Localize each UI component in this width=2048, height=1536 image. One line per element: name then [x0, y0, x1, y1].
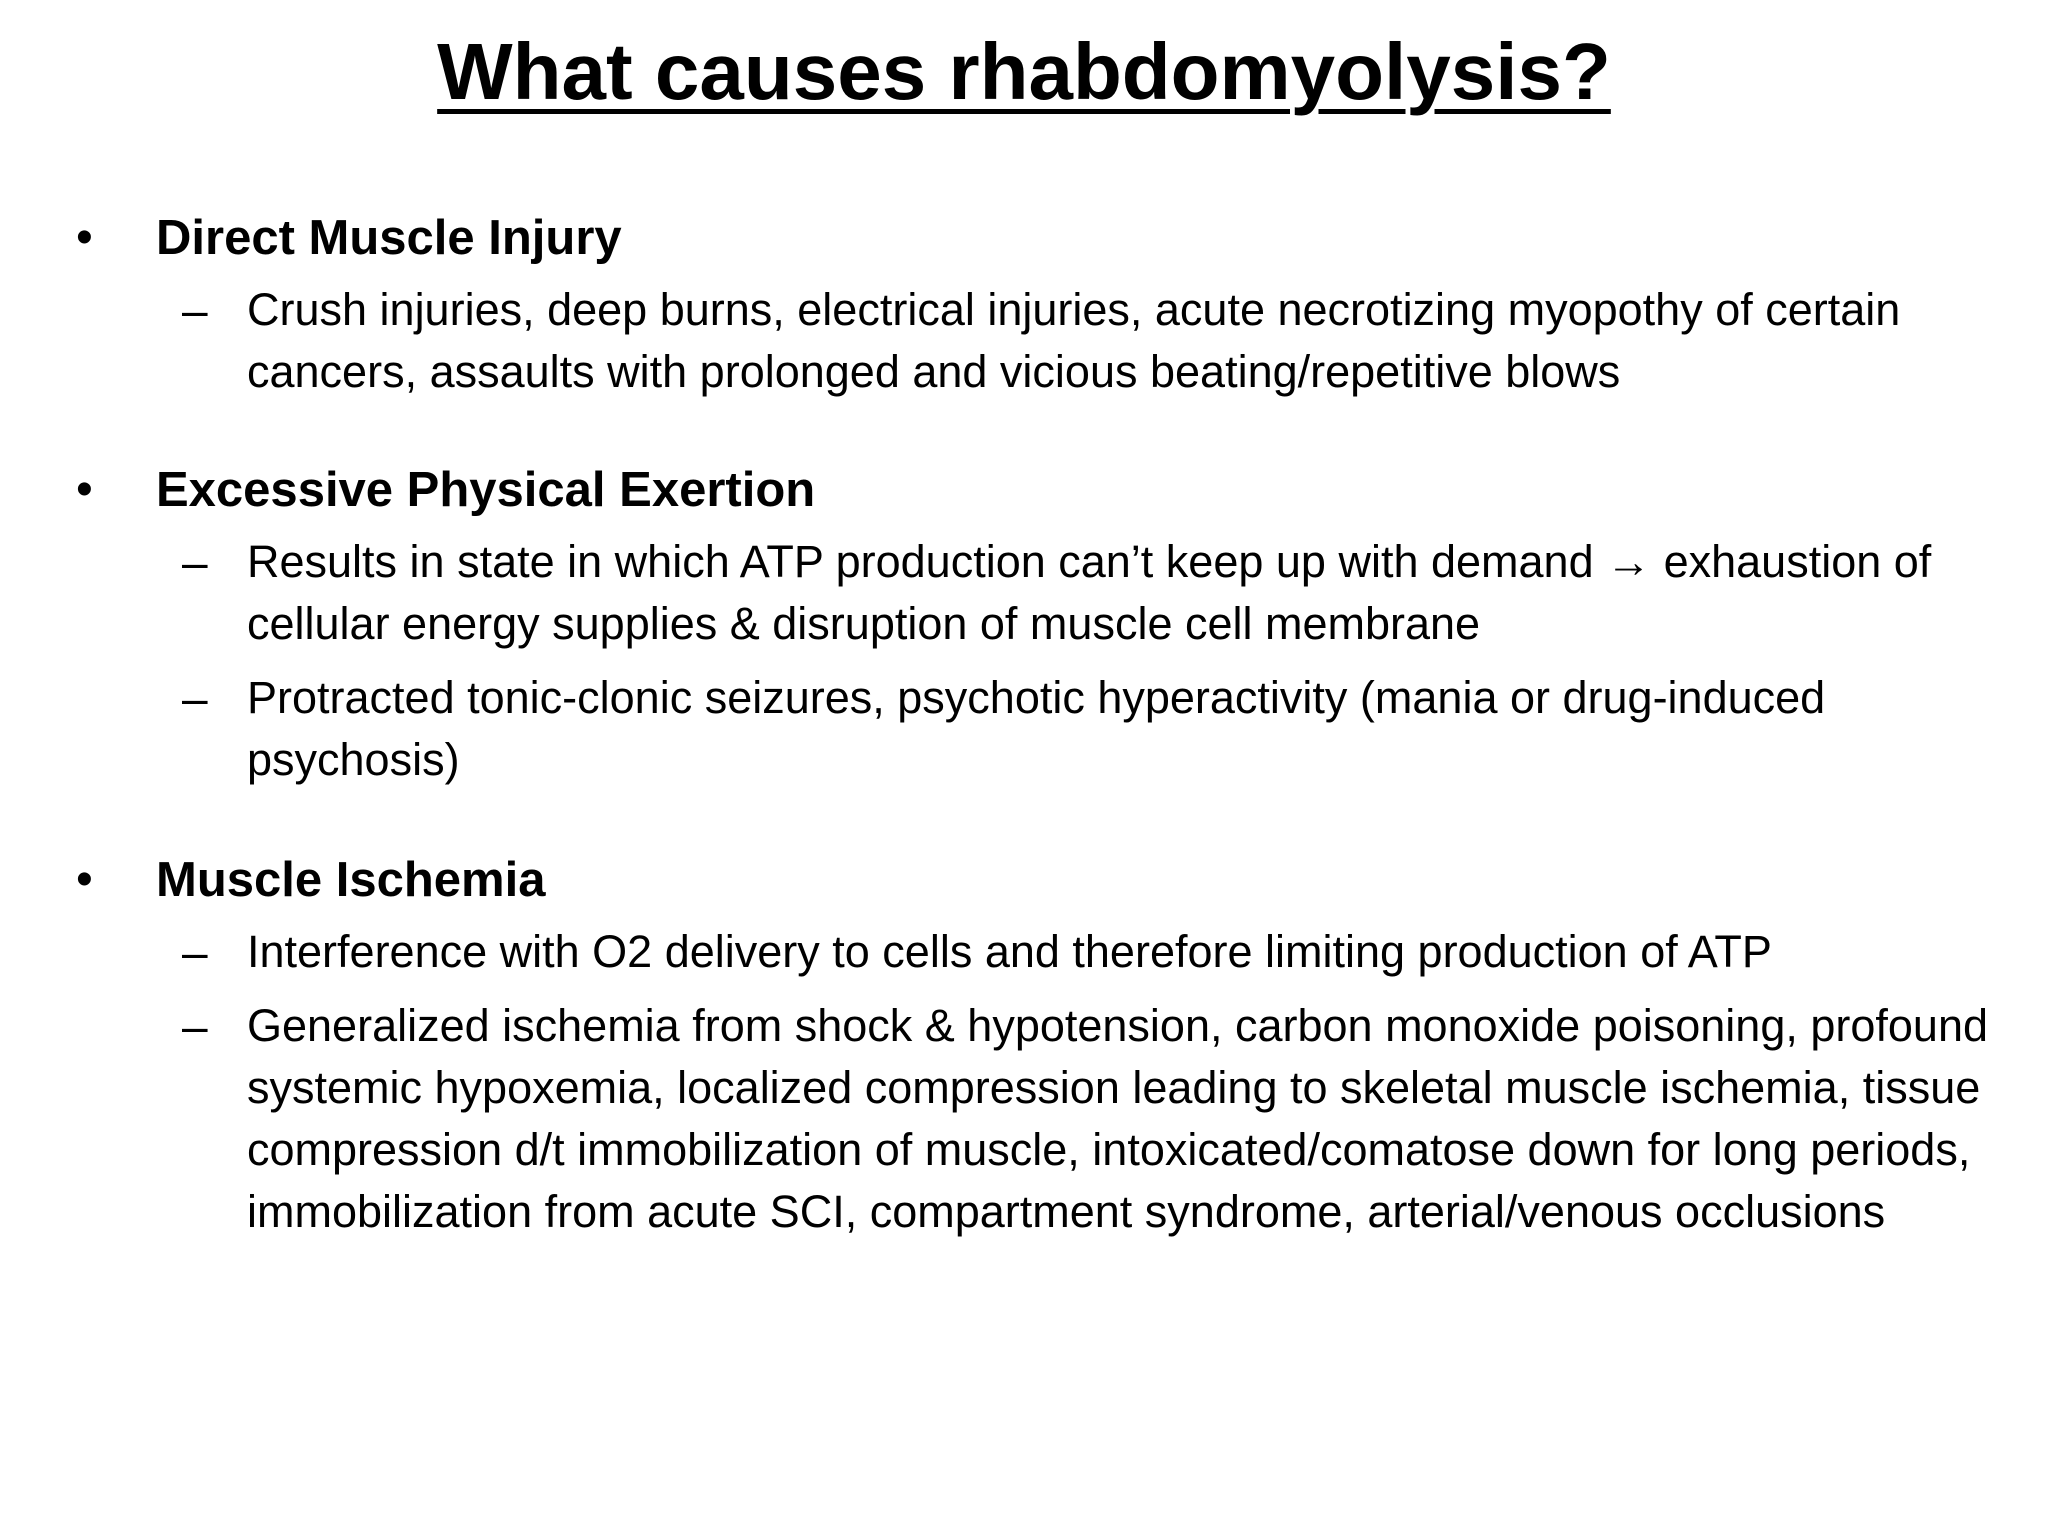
section-heading: Direct Muscle Injury: [156, 211, 622, 265]
section-heading: Excessive Physical Exertion: [156, 463, 816, 517]
bullet-row: [0, 845, 2048, 915]
sub-item-text: Generalized ischemia from shock & hypotension, carbon monoxide poisoning, profound systemic hypoxemia, localized compression leading to skeletal muscle ischemia, tissue compression d/t immobilization of muscle, intoxicated/comatose down for long periods, immobilization from acute SCI, compartment syndrome, arterial/venous occlusions: [247, 1000, 1989, 1237]
section-muscle-ischemia: [0, 845, 2048, 1243]
sub-item: [0, 531, 2048, 655]
sub-item: [0, 921, 2048, 983]
dash-icon: –: [182, 536, 208, 588]
dash-icon: –: [182, 672, 208, 724]
bullet-icon: •: [76, 463, 93, 516]
sub-item-text: Crush injuries, deep burns, electrical injuries, acute necrotizing myopothy of certain cancers, assaults with prolonged and vicious beating/repetitive blows: [247, 284, 1901, 397]
bullet-icon: •: [76, 211, 93, 264]
section-excessive-physical-exertion: [0, 455, 2048, 791]
section-heading: Muscle Ischemia: [156, 853, 546, 907]
dash-icon: –: [182, 926, 208, 978]
sub-item: [0, 995, 2048, 1243]
bullet-icon: •: [76, 853, 93, 906]
sub-item-text: Protracted tonic-clonic seizures, psychotic hyperactivity (mania or drug-induced psychosis): [247, 672, 1826, 785]
sub-item: [0, 667, 2048, 791]
slide-title-text: What causes rhabdomyolysis?: [437, 27, 1611, 116]
dash-icon: –: [182, 284, 208, 336]
bullet-row: [0, 455, 2048, 525]
dash-icon: –: [182, 1000, 208, 1052]
sub-item-text: Interference with O2 delivery to cells and therefore limiting production of ATP: [247, 926, 1772, 977]
sub-item: [0, 279, 2048, 403]
sub-item-text: Results in state in which ATP production can’t keep up with demand → exhaustion of cellular energy supplies & disruption of muscle cell membrane: [247, 536, 1932, 649]
section-direct-muscle-injury: [0, 203, 2048, 403]
bullet-row: [0, 203, 2048, 273]
